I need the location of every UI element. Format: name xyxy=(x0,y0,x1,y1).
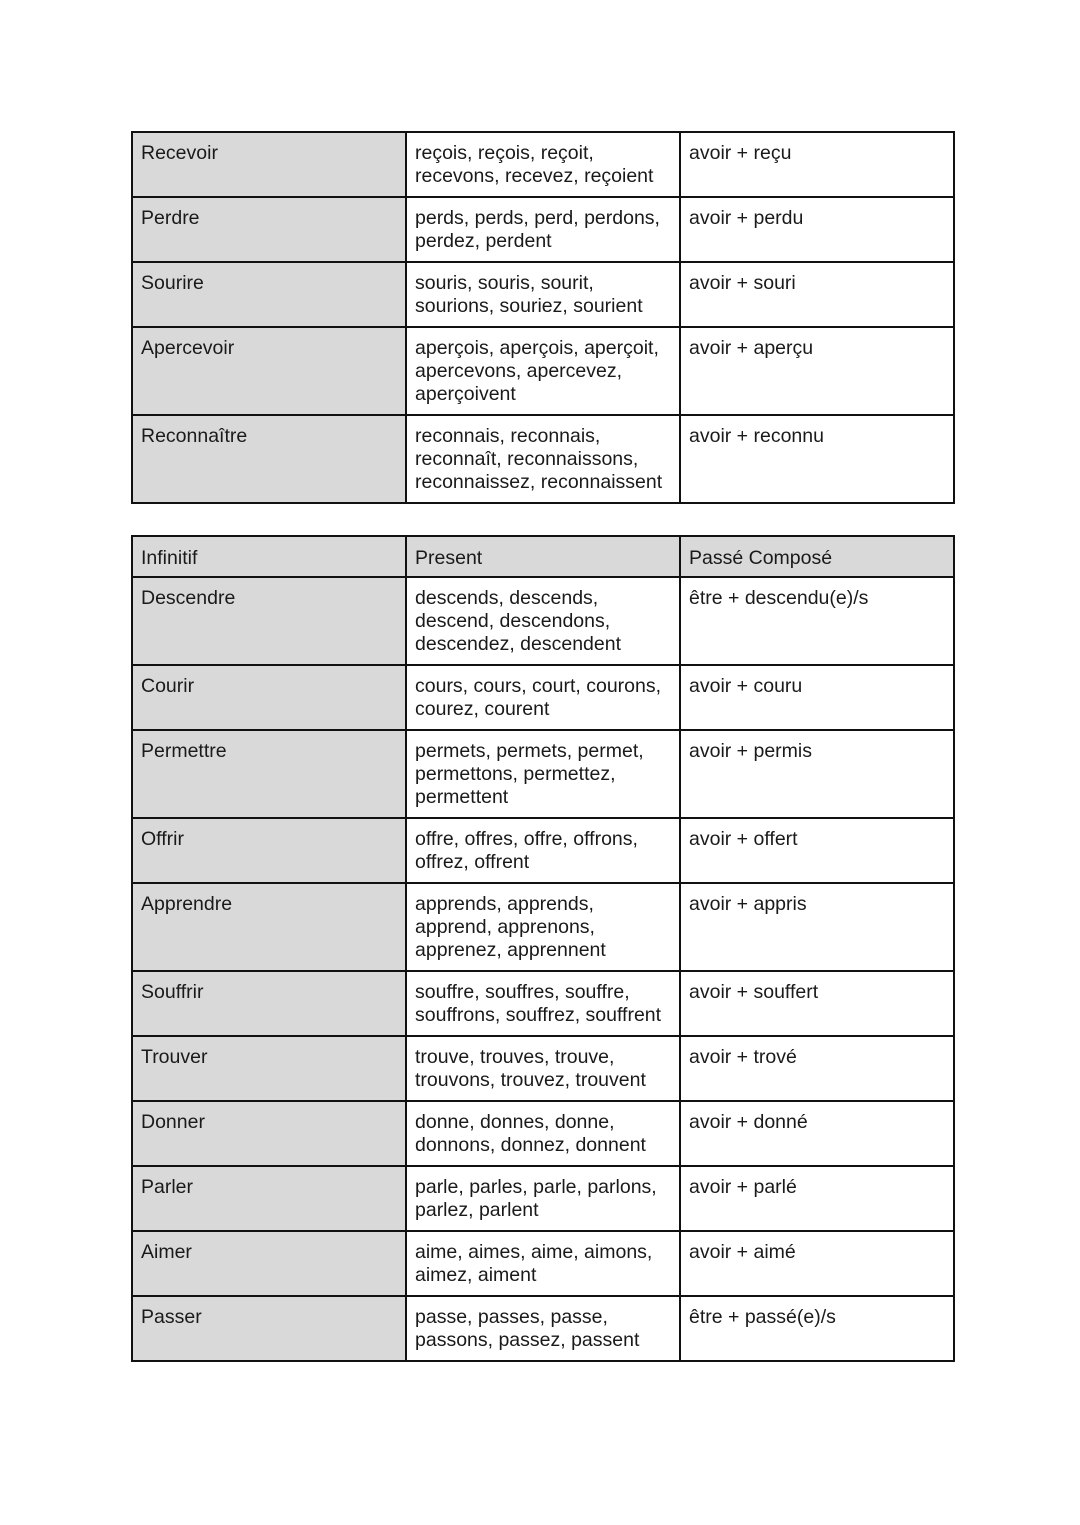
passe-compose-cell: avoir + reçu xyxy=(680,132,954,197)
table-row xyxy=(132,262,954,327)
infinitif-cell: Sourire xyxy=(132,262,406,327)
present-line: perdez, perdent xyxy=(415,230,552,252)
present-line: descendez, descendent xyxy=(415,633,621,655)
present-line: permettons, permettez, xyxy=(415,763,616,785)
present-cell xyxy=(406,1231,680,1296)
table-row xyxy=(132,1166,954,1231)
present-line: reconnaissez, reconnaissent xyxy=(415,471,663,493)
table-row xyxy=(132,665,954,730)
table-row xyxy=(132,1296,954,1361)
present-line: passons, passez, passent xyxy=(415,1329,640,1351)
present-cell xyxy=(406,1166,680,1231)
infinitif-cell: Donner xyxy=(132,1101,406,1166)
passe-compose-cell: avoir + couru xyxy=(680,665,954,730)
passe-compose-cell: avoir + souffert xyxy=(680,971,954,1036)
table-row xyxy=(132,1231,954,1296)
present-line: permets, permets, permet, xyxy=(415,740,644,762)
present-line: reconnaît, reconnaissons, xyxy=(415,448,639,470)
present-line: courez, courent xyxy=(415,698,550,720)
table-row xyxy=(132,1036,954,1101)
present-cell xyxy=(406,818,680,883)
verb-table-1-body xyxy=(132,132,954,503)
present-line: descend, descendons, xyxy=(415,610,611,632)
present-line: aperçois, aperçois, aperçoit, xyxy=(415,337,659,359)
passe-compose-cell: avoir + aperçu xyxy=(680,327,954,415)
present-line: offre, offres, offre, offrons, xyxy=(415,828,638,850)
passe-compose-cell: avoir + parlé xyxy=(680,1166,954,1231)
table-header-row xyxy=(132,536,954,577)
present-line: sourions, souriez, sourient xyxy=(415,295,643,317)
header-infinitif: Infinitif xyxy=(132,536,406,577)
verb-table-2 xyxy=(131,535,955,1362)
present-line: descends, descends, xyxy=(415,587,599,609)
present-line: donnons, donnez, donnent xyxy=(415,1134,646,1156)
passe-compose-cell: avoir + permis xyxy=(680,730,954,818)
present-line: reçois, reçois, reçoit, xyxy=(415,142,594,164)
passe-compose-cell: avoir + donné xyxy=(680,1101,954,1166)
infinitif-cell: Trouver xyxy=(132,1036,406,1101)
present-cell xyxy=(406,197,680,262)
infinitif-cell: Recevoir xyxy=(132,132,406,197)
infinitif-cell: Apprendre xyxy=(132,883,406,971)
table-row xyxy=(132,730,954,818)
present-cell xyxy=(406,1036,680,1101)
present-line: reconnais, reconnais, xyxy=(415,425,601,447)
infinitif-cell: Courir xyxy=(132,665,406,730)
present-cell xyxy=(406,730,680,818)
present-cell xyxy=(406,415,680,503)
present-cell xyxy=(406,262,680,327)
present-line: trouve, trouves, trouve, xyxy=(415,1046,615,1068)
present-line: passe, passes, passe, xyxy=(415,1306,608,1328)
passe-compose-cell: avoir + aimé xyxy=(680,1231,954,1296)
passe-compose-cell: avoir + appris xyxy=(680,883,954,971)
verb-table-1 xyxy=(131,131,955,504)
infinitif-cell: Descendre xyxy=(132,577,406,665)
present-cell xyxy=(406,665,680,730)
present-cell xyxy=(406,883,680,971)
table-row xyxy=(132,197,954,262)
present-line: offrez, offrent xyxy=(415,851,530,873)
infinitif-cell: Reconnaître xyxy=(132,415,406,503)
table-row xyxy=(132,327,954,415)
present-line: parlez, parlent xyxy=(415,1199,539,1221)
present-line: souffre, souffres, souffre, xyxy=(415,981,630,1003)
table-row xyxy=(132,818,954,883)
table-row xyxy=(132,577,954,665)
present-line: souffrons, souffrez, souffrent xyxy=(415,1004,662,1026)
header-passe-compose: Passé Composé xyxy=(680,536,954,577)
infinitif-cell: Perdre xyxy=(132,197,406,262)
infinitif-cell: Aimer xyxy=(132,1231,406,1296)
present-line: apprends, apprends, xyxy=(415,893,594,915)
present-cell xyxy=(406,971,680,1036)
passe-compose-cell: être + passé(e)/s xyxy=(680,1296,954,1361)
present-line: aperçoivent xyxy=(415,383,516,405)
table-row xyxy=(132,883,954,971)
verb-table-2-body xyxy=(132,536,954,1361)
present-line: aimez, aiment xyxy=(415,1264,537,1286)
passe-compose-cell: avoir + offert xyxy=(680,818,954,883)
present-line: perds, perds, perd, perdons, xyxy=(415,207,660,229)
present-line: apprend, apprenons, xyxy=(415,916,595,938)
infinitif-cell: Passer xyxy=(132,1296,406,1361)
present-line: aime, aimes, aime, aimons, xyxy=(415,1241,653,1263)
infinitif-cell: Souffrir xyxy=(132,971,406,1036)
table-row xyxy=(132,971,954,1036)
present-cell xyxy=(406,577,680,665)
present-line: recevons, recevez, reçoient xyxy=(415,165,654,187)
present-line: parle, parles, parle, parlons, xyxy=(415,1176,657,1198)
passe-compose-cell: avoir + reconnu xyxy=(680,415,954,503)
infinitif-cell: Parler xyxy=(132,1166,406,1231)
present-cell xyxy=(406,1296,680,1361)
present-line: cours, cours, court, courons, xyxy=(415,675,662,697)
table-row xyxy=(132,132,954,197)
present-cell xyxy=(406,327,680,415)
present-line: souris, souris, sourit, xyxy=(415,272,594,294)
infinitif-cell: Apercevoir xyxy=(132,327,406,415)
table-row xyxy=(132,1101,954,1166)
header-present: Present xyxy=(406,536,680,577)
passe-compose-cell: avoir + perdu xyxy=(680,197,954,262)
infinitif-cell: Offrir xyxy=(132,818,406,883)
present-line: apercevons, apercevez, xyxy=(415,360,623,382)
present-cell xyxy=(406,1101,680,1166)
present-line: donne, donnes, donne, xyxy=(415,1111,615,1133)
table-row xyxy=(132,415,954,503)
passe-compose-cell: avoir + trové xyxy=(680,1036,954,1101)
present-cell xyxy=(406,132,680,197)
present-line: trouvons, trouvez, trouvent xyxy=(415,1069,646,1091)
passe-compose-cell: avoir + souri xyxy=(680,262,954,327)
infinitif-cell: Permettre xyxy=(132,730,406,818)
present-line: apprenez, apprennent xyxy=(415,939,606,961)
present-line: permettent xyxy=(415,786,509,808)
passe-compose-cell: être + descendu(e)/s xyxy=(680,577,954,665)
